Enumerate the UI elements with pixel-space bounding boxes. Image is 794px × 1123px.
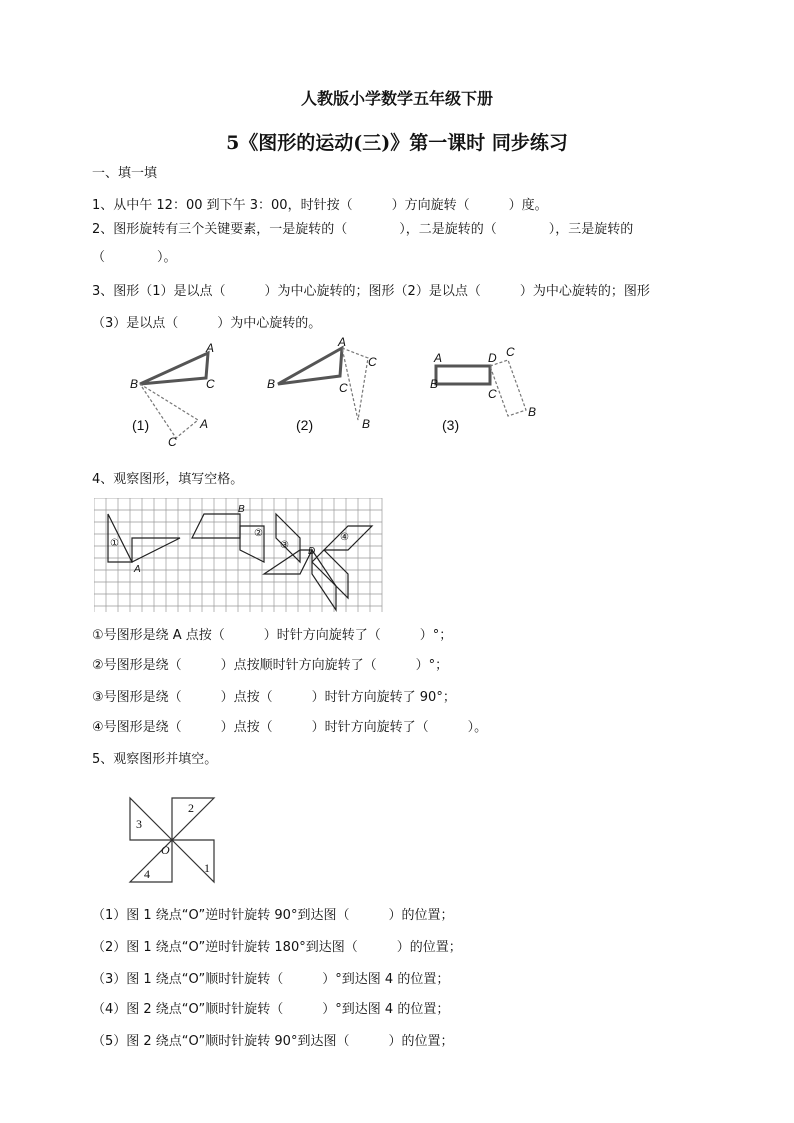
q4-answer-2: ②号图形是绕（ ）点按顺时针方向旋转了（ ）°； [92, 658, 449, 673]
rotation-figures-q3 [110, 336, 560, 454]
fig3-label-c: C [488, 387, 497, 401]
fig3-label-b: B [430, 377, 439, 391]
shape-3-label: ③ [280, 540, 289, 551]
question-4: 4、观察图形，填写空格。 [92, 472, 244, 487]
pinwheel-figure-q5 [124, 794, 220, 886]
fig1-label-b: B [130, 377, 139, 391]
shape-4-rotated-b [312, 550, 348, 598]
q5-answer-1: （1）图 1 绕点“O”逆时针旋转 90°到达图（ ）的位置； [92, 908, 454, 923]
fig1-label-c: C [206, 377, 215, 391]
fig3-label-c2: C [506, 345, 515, 359]
shape-2-parallelogram [192, 514, 240, 538]
grid-point-d: D [308, 546, 316, 557]
q4-answer-1: ①号图形是绕 A 点按（ ）时针方向旋转了（ ）°； [92, 628, 453, 643]
shape-3-rotated [264, 550, 312, 574]
pinwheel-label-2: 2 [188, 801, 194, 815]
question-3-line-1: 3、图形（1）是以点（ ）为中心旋转的；图形（2）是以点（ ）为中心旋转的；图形 [92, 284, 650, 299]
question-3-line-2: （3）是以点（ ）为中心旋转的。 [92, 316, 322, 331]
question-2-line-1: 2、图形旋转有三个关键要素，一是旋转的（ ），二是旋转的（ ），三是旋转的 [92, 222, 634, 237]
fig3-label-b2: B [528, 405, 537, 419]
q5-answer-4: （4）图 2 绕点“O”顺时针旋转（ ）°到达图 4 的位置； [92, 1002, 450, 1017]
fig2-label-a: A [338, 336, 347, 349]
q5-answer-3: （3）图 1 绕点“O”顺时针旋转（ ）°到达图 4 的位置； [92, 972, 450, 987]
fig2-triangle [278, 348, 342, 384]
fig1-triangle [140, 353, 208, 384]
q4-answer-4: ④号图形是绕（ ）点按（ ）时针方向旋转了（ ）。 [92, 720, 488, 735]
fig1-label-a: A [206, 341, 215, 355]
grid-point-b: B [238, 504, 245, 515]
fig2-label-c: C [339, 381, 348, 395]
q5-answer-2: （2）图 1 绕点“O”逆时针旋转 180°到达图（ ）的位置； [92, 940, 462, 955]
shape-3 [276, 514, 300, 562]
fig2-caption: (2) [296, 417, 314, 433]
shape-2-label: ② [254, 528, 263, 539]
fig1-caption: (1) [132, 417, 150, 433]
fig3-label-a: A [434, 351, 443, 365]
page-subtitle: 5《图形的运动(三)》第一课时 同步练习 [226, 132, 568, 154]
fig2-label-c2: C [368, 355, 377, 369]
fig2-label-b: B [267, 377, 276, 391]
pinwheel-center-o: O [161, 843, 170, 857]
shape-1-rotated [132, 538, 180, 562]
fig1-label-c2: C [168, 435, 177, 449]
question-5: 5、观察图形并填空。 [92, 752, 218, 767]
shape-4-label: ④ [340, 532, 349, 543]
fig3-caption: (3) [442, 417, 460, 433]
pinwheel-label-1: 1 [204, 861, 210, 875]
page-title: 人教版小学数学五年级下册 [300, 89, 493, 108]
fig1-label-a2: A [200, 417, 209, 431]
grid-lines [94, 498, 382, 612]
q4-answer-3: ③号图形是绕（ ）点按（ ）时针方向旋转了 90°； [92, 690, 456, 705]
grid-figure-q4 [94, 498, 384, 614]
question-1: 1、从中午 12：00 到下午 3：00，时针按（ ）方向旋转（ ）度。 [92, 198, 548, 213]
fig3-label-d: D [488, 351, 497, 365]
shape-1-label: ① [110, 538, 119, 549]
fig3-rectangle [436, 366, 490, 384]
question-2-line-2: （ ）。 [92, 250, 177, 265]
q5-answer-5: （5）图 2 绕点“O”顺时针旋转 90°到达图（ ）的位置； [92, 1034, 454, 1049]
fig2-label-b2: B [362, 417, 371, 431]
pinwheel-label-4: 4 [144, 867, 150, 881]
section-heading: 一、填一填 [92, 166, 158, 181]
grid-point-a: A [134, 564, 141, 575]
pinwheel-label-3: 3 [136, 817, 142, 831]
